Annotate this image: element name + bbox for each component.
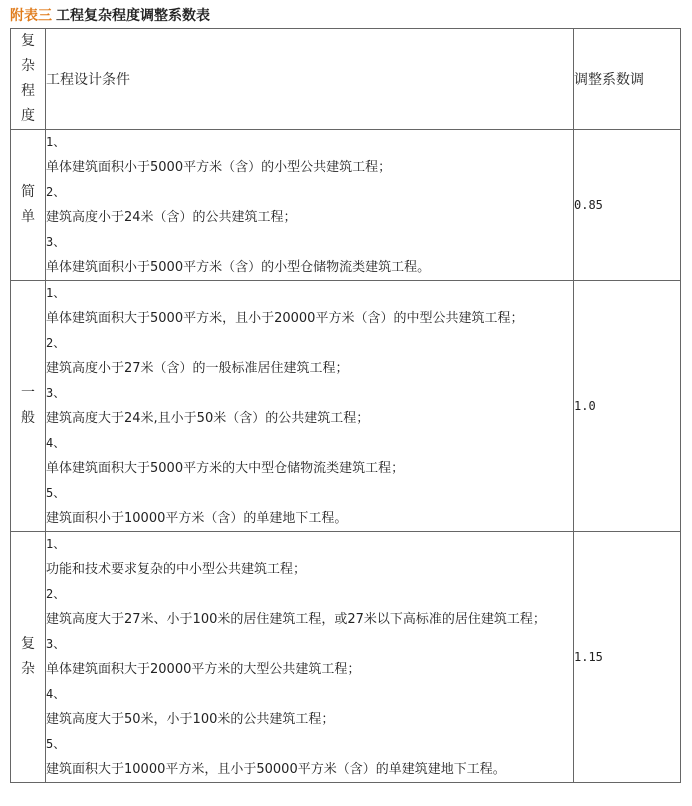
condition-text: 功能和技术要求复杂的中小型公共建筑工程； <box>46 562 307 577</box>
condition-text: 建筑面积大于10000平方米，且小于50000平方米（含）的单建筑建地下工程。 <box>46 762 506 777</box>
coefficient-value: 1.0 <box>574 281 681 532</box>
header-coefficient: 调整系数调 <box>574 29 681 130</box>
condition-number: 2、 <box>46 336 66 350</box>
condition-text: 单体建筑面积小于5000平方米（含）的小型公共建筑工程； <box>46 160 392 175</box>
header-level-char: 复 <box>21 33 35 49</box>
condition-number: 1、 <box>46 135 66 149</box>
condition-number: 2、 <box>46 185 66 199</box>
header-level-char: 杂 <box>21 58 35 74</box>
coefficient-value: 0.85 <box>574 130 681 281</box>
table-row <box>11 130 681 281</box>
table-caption <box>10 6 210 26</box>
condition-text: 建筑面积小于10000平方米（含）的单建地下工程。 <box>46 511 348 526</box>
condition-number: 3、 <box>46 235 66 249</box>
condition-text: 单体建筑面积大于20000平方米的大型公共建筑工程； <box>46 662 361 677</box>
header-level-char: 程 <box>21 83 35 99</box>
condition-number: 1、 <box>46 286 66 300</box>
condition-number: 3、 <box>46 637 66 651</box>
header-level-char: 度 <box>21 108 35 124</box>
condition-number: 5、 <box>46 486 66 500</box>
condition-number: 4、 <box>46 436 66 450</box>
condition-text: 单体建筑面积大于5000平方米，且小于20000平方米（含）的中型公共建筑工程； <box>46 311 524 326</box>
table-row <box>11 281 681 532</box>
complexity-level-char: 复 <box>21 636 35 652</box>
header-level-cell <box>11 29 46 130</box>
complexity-level-char: 简 <box>21 184 35 200</box>
complexity-level-cell <box>11 130 46 281</box>
complexity-level-char: 一 <box>21 385 35 401</box>
complexity-level-cell <box>11 532 46 783</box>
table-row <box>11 532 681 783</box>
header-condition: 工程设计条件 <box>46 29 574 130</box>
complexity-level-char: 单 <box>21 209 35 225</box>
condition-text: 建筑高度小于24米（含）的公共建筑工程； <box>46 210 297 225</box>
condition-text: 建筑高度小于27米（含）的一般标准居住建筑工程； <box>46 361 349 376</box>
complexity-level-cell <box>11 281 46 532</box>
complexity-coefficient-table <box>10 28 681 783</box>
condition-text: 建筑高度大于50米，小于100米的公共建筑工程； <box>46 712 335 727</box>
condition-number: 3、 <box>46 386 66 400</box>
condition-text: 建筑高度大于27米、小于100米的居住建筑工程，或27米以下高标准的居住建筑工程； <box>46 612 546 627</box>
condition-cell <box>46 532 574 783</box>
condition-number: 5、 <box>46 737 66 751</box>
condition-number: 1、 <box>46 537 66 551</box>
caption-title: 工程复杂程度调整系数表 <box>56 8 210 24</box>
condition-text: 建筑高度大于24米,且小于50米（含）的公共建筑工程； <box>46 411 370 426</box>
header-row <box>11 29 681 130</box>
condition-number: 2、 <box>46 587 66 601</box>
coefficient-value: 1.15 <box>574 532 681 783</box>
caption-prefix: 附表三 <box>10 8 52 24</box>
condition-cell <box>46 130 574 281</box>
condition-text: 单体建筑面积大于5000平方米的大中型仓储物流类建筑工程； <box>46 461 405 476</box>
condition-text: 单体建筑面积小于5000平方米（含）的小型仓储物流类建筑工程。 <box>46 260 431 275</box>
complexity-level-char: 般 <box>21 410 35 426</box>
complexity-level-char: 杂 <box>21 661 35 677</box>
condition-cell <box>46 281 574 532</box>
condition-number: 4、 <box>46 687 66 701</box>
